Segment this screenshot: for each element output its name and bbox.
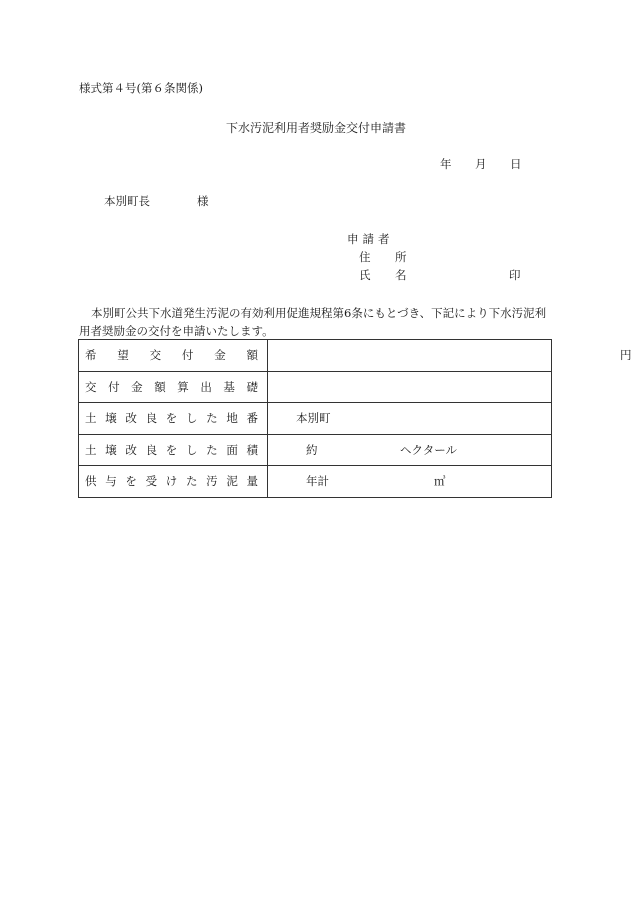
row-label xyxy=(79,379,267,395)
row-label-cell xyxy=(79,403,268,435)
address-label-char-1: 住 xyxy=(359,250,371,264)
row-label-char: 基 xyxy=(223,379,235,394)
row-label-char: 出 xyxy=(200,379,212,394)
name-label-char-1: 氏 xyxy=(359,268,371,282)
row-label-char: を xyxy=(165,442,178,457)
row-label-char: を xyxy=(125,474,137,489)
addressee-honorific: 様 xyxy=(197,194,209,208)
row-label-char: た xyxy=(185,474,198,489)
row-label-char: 額 xyxy=(154,379,166,394)
row-label-cell xyxy=(79,434,268,466)
row-label-char: 望 xyxy=(117,348,129,363)
row-label-cell xyxy=(79,371,268,403)
row-value-left: 本別町 xyxy=(296,411,331,426)
date-month-label: 月 xyxy=(475,157,487,171)
row-label-cell xyxy=(79,466,268,498)
form-number: 様式第４号(第６条関係) xyxy=(79,81,203,95)
row-label-char: 改 xyxy=(125,411,137,426)
row-label-char: 番 xyxy=(246,411,258,426)
row-label-char: 泥 xyxy=(226,474,238,489)
row-label-char: 与 xyxy=(105,474,117,489)
row-label-char: 壌 xyxy=(105,411,117,426)
row-label-char: 改 xyxy=(125,442,137,457)
document-title: 下水汚泥利用者奨励金交付申請書 xyxy=(226,121,407,135)
table-row-desired-amount xyxy=(79,340,552,372)
row-value-left: 年計 xyxy=(306,474,329,489)
address-label-char-2: 所 xyxy=(395,250,407,264)
table-row-improved-area xyxy=(79,434,552,466)
row-label-char: 地 xyxy=(226,411,238,426)
row-label-char: 礎 xyxy=(246,379,258,394)
row-label-char: 土 xyxy=(85,442,97,457)
row-label-char: 金 xyxy=(131,379,143,394)
row-label-char: し xyxy=(185,411,198,426)
row-label-char: た xyxy=(206,411,218,426)
name-label-char-2: 名 xyxy=(395,268,407,282)
row-label-char: 面 xyxy=(226,442,238,457)
row-label-char: を xyxy=(165,411,178,426)
date-day-label: 日 xyxy=(510,157,522,171)
row-value-cell[interactable] xyxy=(268,340,632,372)
row-label-char: 汚 xyxy=(206,474,218,489)
table-row-sludge-amount xyxy=(79,466,552,498)
row-value-right: ヘクタール xyxy=(400,442,458,457)
row-label xyxy=(79,410,267,426)
applicant-label: 申請者 xyxy=(347,232,394,246)
row-label-char: 量 xyxy=(246,474,258,489)
row-label-char: 希 xyxy=(85,348,97,363)
row-value-cell[interactable] xyxy=(268,434,552,466)
row-value-right: ㎥ xyxy=(434,474,446,489)
application-table xyxy=(78,339,632,498)
row-label-char: 付 xyxy=(108,379,120,394)
row-label-char: け xyxy=(165,474,178,489)
row-label-char: 交 xyxy=(149,348,162,363)
row-label-char: 算 xyxy=(177,379,189,394)
row-value-right: 円 xyxy=(620,348,632,363)
row-label-char: 受 xyxy=(145,474,158,489)
row-label-char: た xyxy=(206,442,218,457)
date-year-label: 年 xyxy=(440,157,452,171)
row-value-cell[interactable] xyxy=(268,403,552,435)
row-label-char: 金 xyxy=(214,348,226,363)
row-label-char: 額 xyxy=(246,348,258,363)
row-label-char: 壌 xyxy=(105,442,117,457)
table-row-parcel-number xyxy=(79,403,552,435)
row-value-cell[interactable] xyxy=(268,466,552,498)
row-label-char: 交 xyxy=(85,379,97,394)
seal-mark: 印 xyxy=(509,268,521,282)
row-label-char: 供 xyxy=(85,474,97,489)
row-label-char: し xyxy=(185,442,198,457)
table-row-calculation-basis xyxy=(79,371,552,403)
row-label-char: 付 xyxy=(181,348,194,363)
row-label-char: 土 xyxy=(85,411,97,426)
row-value-left: 約 xyxy=(306,442,318,457)
addressee-name: 本別町長 xyxy=(104,194,150,208)
row-label-char: 積 xyxy=(246,442,258,457)
application-statement: 本別町公共下水道発生汚泥の有効利用促進規程第6条にもとづき、下記により下水汚泥利用者奨励金の交付を申請いたします。 xyxy=(79,306,547,338)
row-label xyxy=(79,473,267,489)
row-label-cell xyxy=(79,340,268,372)
row-value-cell[interactable] xyxy=(268,371,552,403)
row-label-char: 良 xyxy=(145,442,158,457)
row-label xyxy=(79,347,267,363)
row-label xyxy=(79,442,267,458)
row-label-char: 良 xyxy=(145,411,158,426)
